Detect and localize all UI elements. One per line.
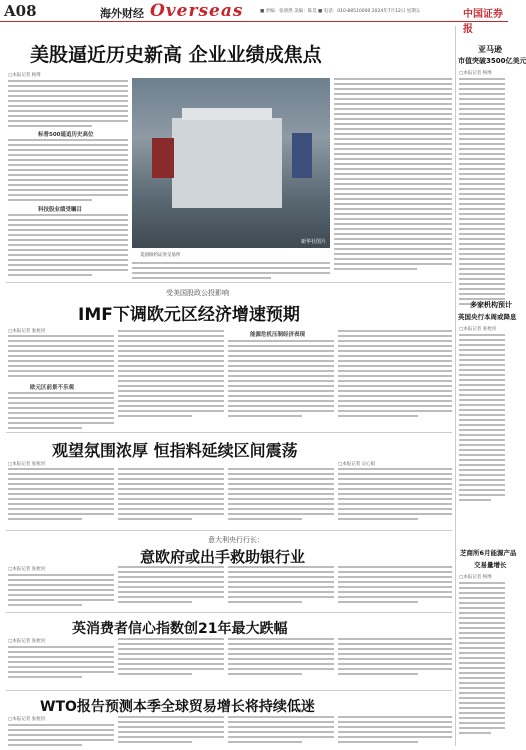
- hk-byline-2: □本报记者 吴心韬: [338, 462, 376, 467]
- stock-exchange-photo: [132, 78, 330, 248]
- italy-col1: [8, 574, 114, 609]
- italy-byline: □本报记者 张枕河: [8, 567, 46, 572]
- boe-headline: 多家机构预计: [470, 301, 512, 309]
- uk-col1: [8, 646, 114, 681]
- italy-kicker: 意大利央行行长：: [208, 536, 264, 544]
- uk-col4: [338, 638, 452, 678]
- page-number: A08: [4, 2, 37, 20]
- hk-col1: [8, 468, 114, 523]
- cme-body: [459, 582, 505, 737]
- divider-wto: [6, 690, 452, 691]
- italy-col2: [118, 566, 224, 606]
- imf-col2: [118, 330, 224, 420]
- photo-caption: 美国纽约证券交易所: [140, 253, 181, 258]
- boe-headline-2: 英国央行本周或降息: [458, 313, 517, 321]
- column-rule: [455, 26, 456, 746]
- imf-subhead-2: 能源危机压制经济表现: [250, 332, 306, 338]
- imf-subhead-1: 欧元区前景不乐观: [30, 385, 75, 391]
- italy-col4: [338, 566, 452, 606]
- paper-logo: 中国证券报: [463, 9, 503, 35]
- cme-headline: 芝商所6月能源产品: [460, 549, 517, 557]
- boe-body: [459, 334, 505, 504]
- lead-subhead-1: 标普500遥追历史高位: [38, 132, 94, 138]
- amazon-byline: □本报记者 杨博: [459, 71, 492, 76]
- divider-uk: [6, 612, 452, 613]
- hk-byline: □本报记者 张枕河: [8, 462, 46, 467]
- divider-imf: [6, 282, 452, 283]
- divider-hk: [6, 432, 452, 433]
- lead-col-bottom: [132, 262, 330, 282]
- imf-col1: [8, 335, 114, 380]
- lead-col1c: [8, 214, 128, 279]
- lead-col1: [8, 80, 128, 130]
- uk-col2: [118, 638, 224, 678]
- divider-italy: [6, 530, 452, 531]
- imf-col4: [338, 330, 452, 420]
- amazon-headline-2: 市值突破3500亿美元: [458, 57, 526, 65]
- uk-byline: □本报记者 张枕河: [8, 639, 46, 644]
- uk-col3: [228, 638, 334, 678]
- section-name: 海外财经: [100, 7, 144, 20]
- hk-col2: [118, 468, 224, 523]
- lead-byline: □本报记者 杨博: [8, 73, 41, 78]
- wto-byline: □本报记者 张枕河: [8, 717, 46, 722]
- lead-subhead-2: 科技股业绩受瞩目: [38, 207, 83, 213]
- wto-col4: [338, 716, 452, 746]
- wto-col1: [8, 724, 114, 749]
- imf-headline: IMF下调欧元区经济增速预期: [78, 305, 300, 325]
- hk-headline: 观望氛围浓厚 恒指料延续区间震荡: [52, 441, 298, 460]
- hk-col4: [338, 468, 452, 523]
- lead-col1b: [8, 139, 128, 204]
- cme-headline-2: 交易量增长: [474, 561, 507, 569]
- lead-col3: [334, 78, 452, 273]
- imf-kicker: 受美国股政公投影响: [166, 289, 229, 297]
- imf-byline: □本报记者 张枕河: [8, 329, 46, 334]
- uk-headline: 英消费者信心指数创21年最大跌幅: [72, 621, 288, 637]
- boe-byline: □本报记者 张枕河: [459, 327, 497, 332]
- photo-credit: 新华社图片: [300, 239, 326, 245]
- cme-byline: □本报记者 杨博: [459, 575, 492, 580]
- section-english: Overseas: [150, 1, 244, 21]
- wto-headline: WTO报告预测本季全球贸易增长将持续低迷: [40, 699, 315, 715]
- amazon-body: [459, 78, 505, 308]
- italy-headline: 意欧府或出手救助银行业: [140, 548, 306, 566]
- masthead: [0, 0, 508, 35]
- edition-meta: ■ 责编：张倩然 美编：陈昊 ■ 电话：010-88510000 2024年7月12日 星期五: [260, 9, 421, 14]
- italy-col3: [228, 566, 334, 606]
- hk-col3: [228, 468, 334, 523]
- lead-headline: 美股逼近历史新高 企业业绩成焦点: [30, 44, 322, 66]
- imf-col3: [228, 340, 334, 420]
- wto-col3: [228, 716, 334, 746]
- imf-col1b: [8, 392, 114, 432]
- amazon-headline: 亚马逊: [478, 45, 502, 54]
- wto-col2: [118, 716, 224, 746]
